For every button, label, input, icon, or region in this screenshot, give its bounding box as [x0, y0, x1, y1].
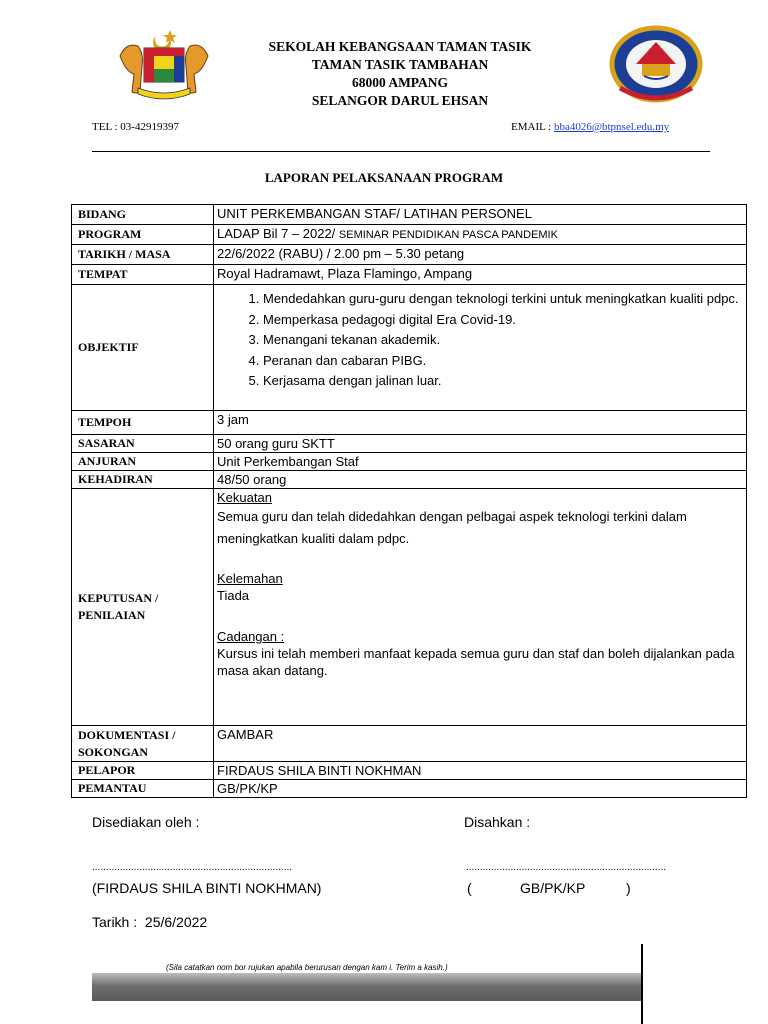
header-divider: [92, 151, 710, 152]
program-code: LADAP Bil 7 – 2022/: [217, 226, 339, 241]
row-keputusan: [72, 489, 747, 726]
pelapor-value: FIRDAUS SHILA BINTI NOKHMAN: [214, 762, 747, 780]
approved-open-paren: (: [467, 880, 472, 896]
tarikh-value: 22/6/2022 (RABU) / 2.00 pm – 5.30 petang: [214, 245, 747, 265]
signature-line-left: ........................................................................: [92, 862, 293, 873]
tempoh-label: TEMPOH: [72, 411, 214, 435]
pemantau-label: PEMANTAU: [72, 780, 214, 798]
program-report-table: [71, 204, 747, 798]
keputusan-value: [214, 489, 747, 726]
date-label: Tarikh :: [92, 914, 138, 930]
keputusan-label-line: KEPUTUSAN /: [78, 591, 159, 605]
dokumentasi-label: [72, 726, 214, 762]
row-objektif: [72, 285, 747, 411]
objektif-item: 4. Peranan dan cabaran PIBG.: [263, 351, 746, 372]
approved-name: GB/PK/KP: [520, 880, 586, 896]
footer-vertical-rule: [641, 944, 643, 1024]
row-kehadiran: [72, 471, 747, 489]
program-label: PROGRAM: [72, 225, 214, 245]
program-title: SEMINAR PENDIDIKAN PASCA PANDEMIK: [338, 229, 558, 241]
kekuatan-heading: Kekuatan: [217, 490, 272, 505]
approved-close-paren: ): [626, 880, 631, 896]
row-pemantau: [72, 780, 747, 798]
kelemahan-heading: Kelemahan: [217, 571, 283, 586]
row-pelapor: [72, 762, 747, 780]
school-state: SELANGOR DARUL EHSAN: [311, 93, 489, 108]
dokumentasi-value: GAMBAR: [214, 726, 747, 762]
row-program: [72, 225, 747, 245]
row-anjuran: [72, 453, 747, 471]
tarikh-label: TARIKH / MASA: [72, 245, 214, 265]
row-tempat: [72, 265, 747, 285]
prepared-by-label: Disediakan oleh :: [92, 814, 200, 830]
school-crest-icon: [606, 24, 706, 104]
email-line: [511, 121, 669, 133]
dokumentasi-label-line: SOKONGAN: [78, 744, 149, 759]
tempat-label: TEMPAT: [72, 265, 214, 285]
school-address: [200, 38, 600, 110]
signature-line-right: ........................................................................: [466, 862, 667, 873]
cadangan-heading: Cadangan :: [217, 629, 285, 644]
objektif-item: 3. Menangani tekanan akademik.: [263, 330, 746, 351]
school-name: SEKOLAH KEBANGSAAN TAMAN TASIK: [268, 39, 532, 54]
bidang-value: UNIT PERKEMBANGAN STAF/ LATIHAN PERSONEL: [214, 205, 747, 225]
objektif-item: 5. Kerjasama dengan jalinan luar.: [263, 371, 746, 392]
objektif-item: 2. Memperkasa pedagogi digital Era Covid-19.: [263, 310, 746, 331]
bidang-label: BIDANG: [72, 205, 214, 225]
reference-note: (Sila catatkan nom bor rujukan apabila berurusan dengan kam i. Terim a kasih.): [166, 963, 448, 972]
row-tarikh: [72, 245, 747, 265]
date-line: [92, 914, 207, 930]
keputusan-label-line: PENILAIAN: [78, 608, 146, 622]
report-title: LAPORAN PELAKSANAAN PROGRAM: [264, 170, 504, 185]
objektif-value: [214, 285, 747, 411]
kehadiran-value: 48/50 orang: [214, 471, 747, 489]
row-dokumentasi: [72, 726, 747, 762]
row-sasaran: [72, 435, 747, 453]
program-value: [214, 225, 747, 245]
approved-by-label: Disahkan :: [464, 814, 531, 830]
objektif-list: [217, 289, 746, 392]
anjuran-value: Unit Perkembangan Staf: [214, 453, 747, 471]
keputusan-label: [72, 489, 214, 726]
tempat-value: Royal Hadramawt, Plaza Flamingo, Ampang: [214, 265, 747, 285]
sasaran-label: SASARAN: [72, 435, 214, 453]
school-area: TAMAN TASIK TAMBAHAN: [311, 57, 489, 72]
kekuatan-text: Semua guru dan telah didedahkan dengan pelbagai aspek teknologi terkini dalam meningkatkan kualiti dalam pdpc.: [217, 509, 687, 546]
kehadiran-label: KEHADIRAN: [72, 471, 214, 489]
pelapor-label: PELAPOR: [72, 762, 214, 780]
anjuran-label: ANJURAN: [72, 453, 214, 471]
row-tempoh: [72, 411, 747, 435]
telephone-number: TEL : 03-42919397: [92, 121, 179, 133]
date-value: 25/6/2022: [144, 914, 208, 930]
kelemahan-text: Tiada: [217, 588, 250, 603]
email-link[interactable]: bba4026@btpnsel.edu.my: [553, 121, 670, 133]
pemantau-value: GB/PK/KP: [214, 780, 747, 798]
prepared-name: (FIRDAUS SHILA BINTI NOKHMAN): [92, 880, 322, 896]
school-postcode: 68000 AMPANG: [351, 75, 449, 90]
row-bidang: [72, 205, 747, 225]
email-label: EMAIL :: [511, 121, 554, 133]
objektif-item: 1. Mendedahkan guru-guru dengan teknologi terkini untuk meningkatkan kualiti pdpc.: [263, 289, 746, 310]
objektif-label: OBJEKTIF: [72, 285, 214, 411]
footer-bar: [92, 973, 642, 1001]
dokumentasi-label-line: DOKUMENTASI /: [78, 727, 176, 742]
tempoh-value: 3 jam: [214, 411, 747, 435]
sasaran-value: 50 orang guru SKTT: [214, 435, 747, 453]
cadangan-text: Kursus ini telah memberi manfaat kepada semua guru dan staf dan boleh dijalankan pada masa akan datang.: [217, 646, 735, 678]
